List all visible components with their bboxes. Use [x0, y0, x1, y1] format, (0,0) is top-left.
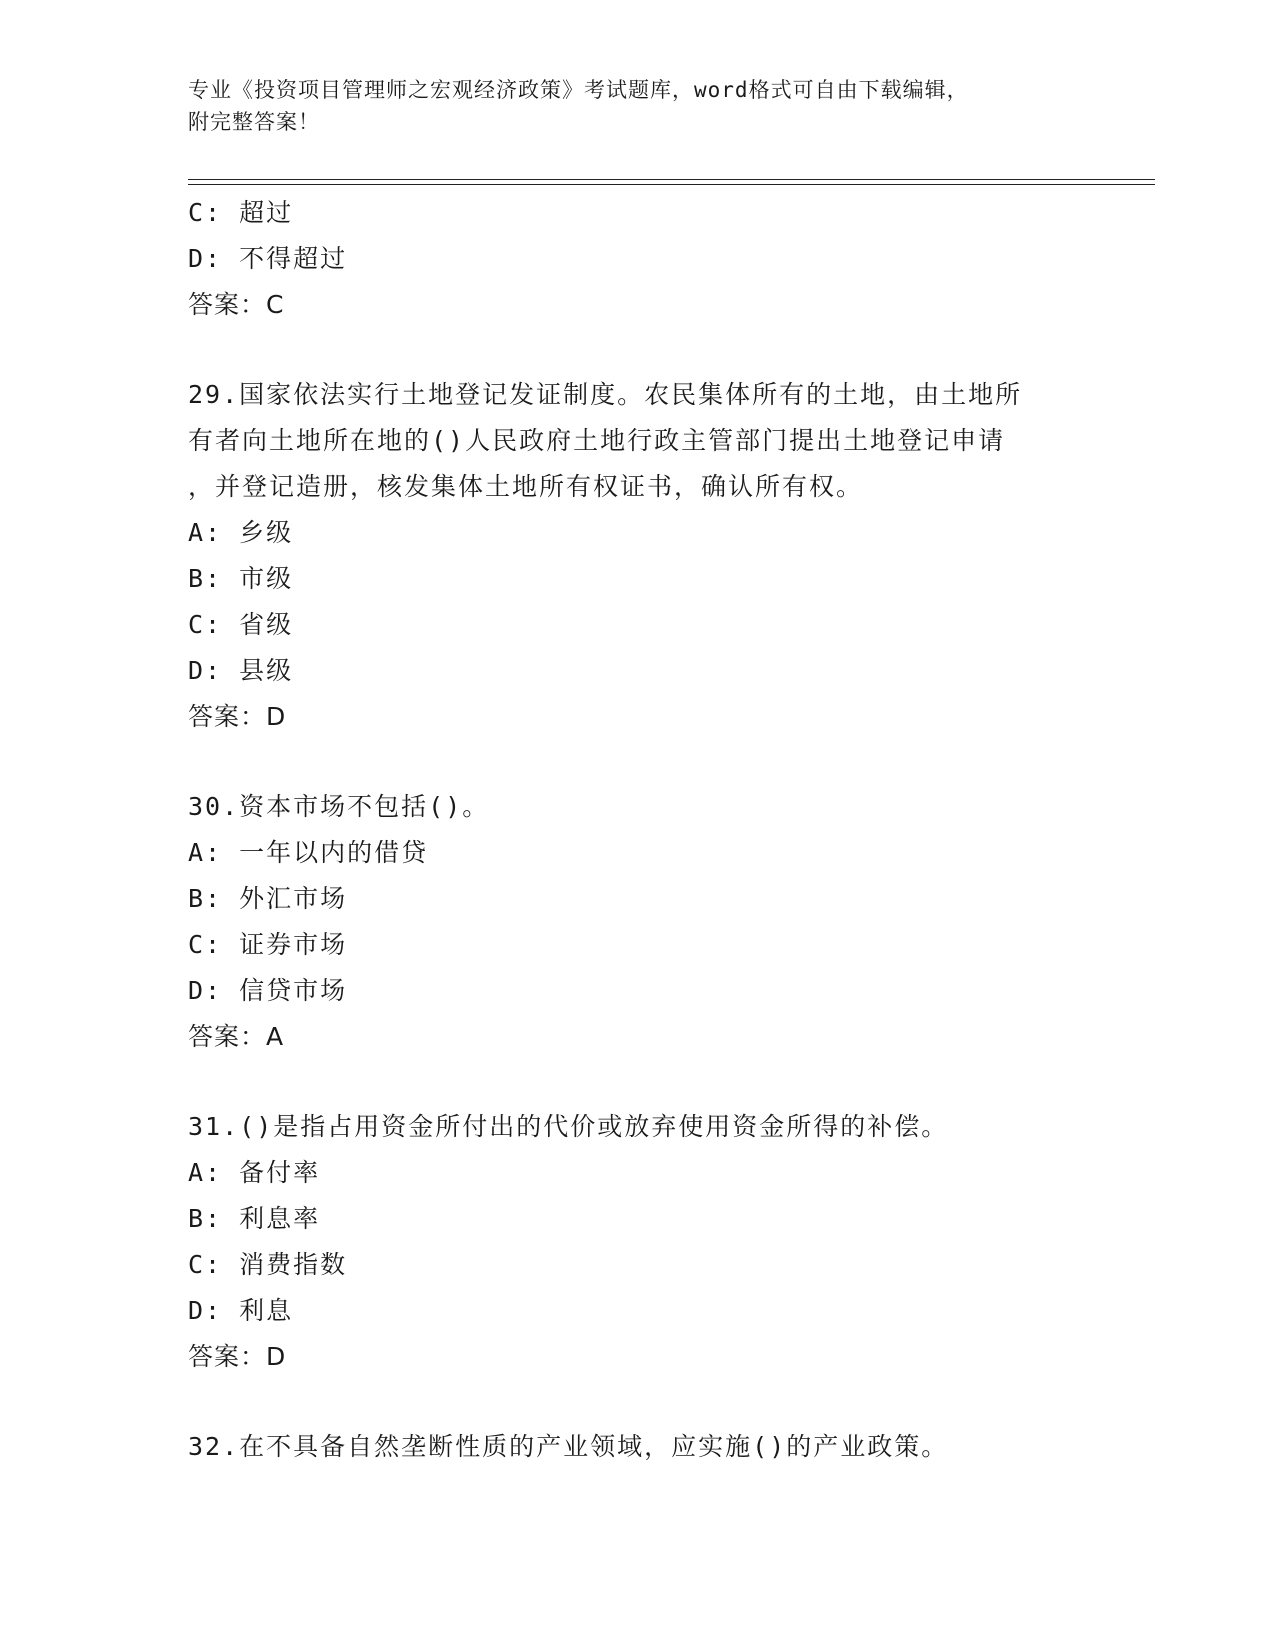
answer-line: 答案：C: [188, 290, 285, 319]
question-stem-line: 有者向土地所在地的()人民政府土地行政主管部门提出土地登记申请: [188, 426, 1006, 455]
question-32: [188, 1424, 1088, 1470]
prev-question-tail: [188, 190, 1088, 328]
option-c: C: 超过: [188, 198, 294, 227]
option-d: D: 县级: [188, 656, 294, 685]
question-30: [188, 784, 1088, 1060]
option-c: C: 消费指数: [188, 1250, 348, 1279]
document-header: [188, 74, 1088, 138]
option-c: C: 省级: [188, 610, 294, 639]
question-stem-line: 32.在不具备自然垄断性质的产业领域，应实施()的产业政策。: [188, 1432, 949, 1461]
option-a: A: 乡级: [188, 518, 294, 547]
option-b: B: 利息率: [188, 1204, 321, 1233]
answer-line: 答案：A: [188, 1022, 285, 1051]
question-stem-line: 30.资本市场不包括()。: [188, 792, 490, 821]
option-a: A: 一年以内的借贷: [188, 838, 429, 867]
option-a: A: 备付率: [188, 1158, 321, 1187]
question-stem-line: 29.国家依法实行土地登记发证制度。农民集体所有的土地，由土地所: [188, 380, 1023, 409]
answer-line: 答案：D: [188, 1342, 287, 1371]
header-divider: [188, 179, 1155, 185]
question-stem-line: 31.()是指占用资金所付出的代价或放弃使用资金所得的补偿。: [188, 1112, 949, 1141]
question-list: [188, 190, 1088, 1470]
answer-line: 答案：D: [188, 702, 287, 731]
option-d: D: 利息: [188, 1296, 294, 1325]
header-line-1: 专业《投资项目管理师之宏观经济政策》考试题库，word格式可自由下载编辑，: [188, 78, 969, 102]
question-31: [188, 1104, 1088, 1380]
question-stem-line: ，并登记造册，核发集体土地所有权证书，确认所有权。: [188, 472, 864, 501]
option-d: D: 不得超过: [188, 244, 348, 273]
question-29: [188, 372, 1088, 740]
option-d: D: 信贷市场: [188, 976, 348, 1005]
option-c: C: 证券市场: [188, 930, 348, 959]
option-b: B: 市级: [188, 564, 294, 593]
option-b: B: 外汇市场: [188, 884, 348, 913]
header-line-2: 附完整答案！: [188, 110, 320, 134]
